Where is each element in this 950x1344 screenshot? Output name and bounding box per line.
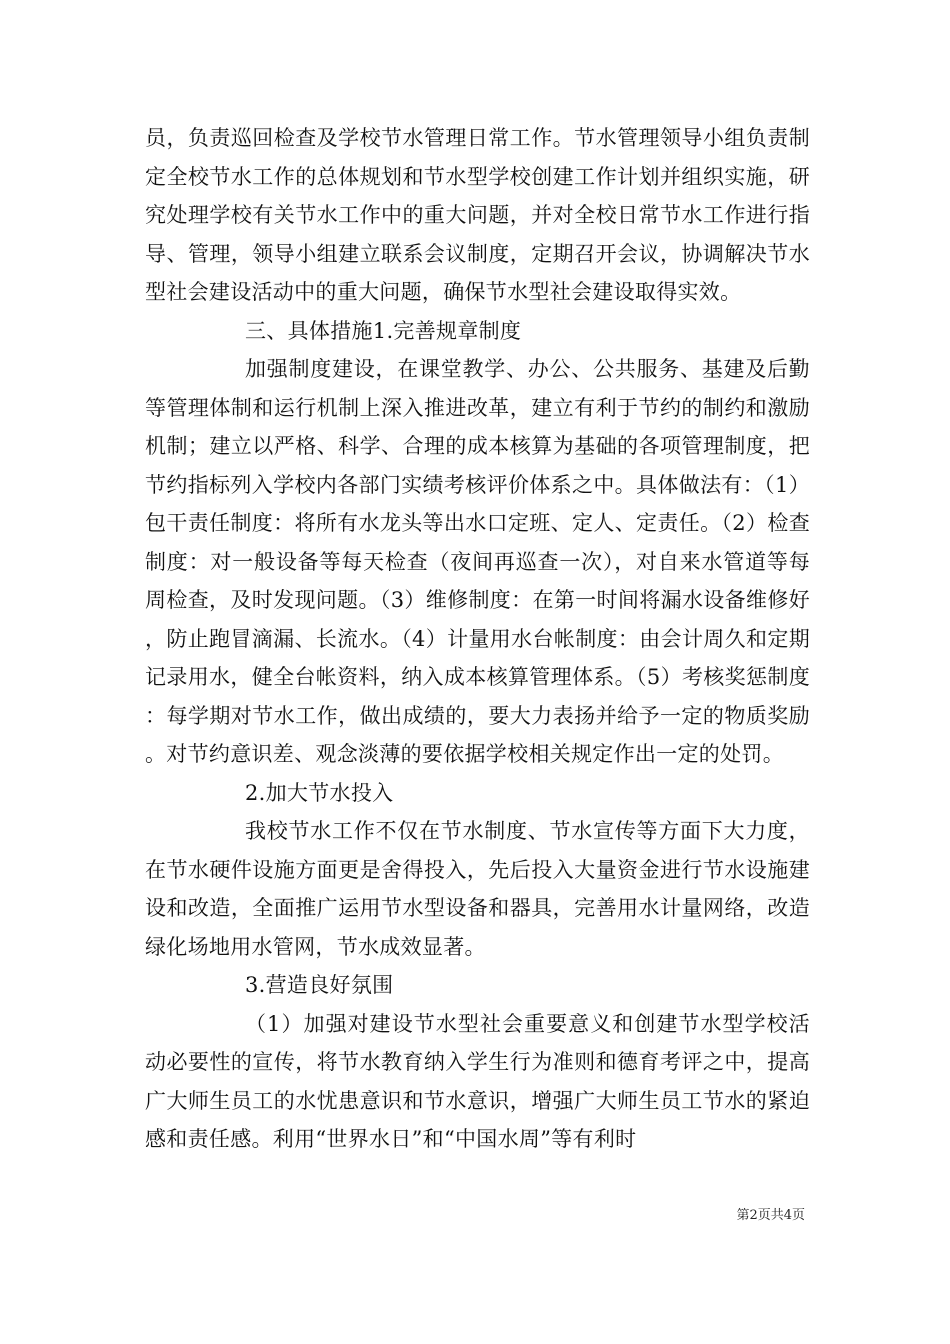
subheading-atmosphere: 3.营造良好氛围 [245,973,394,997]
paragraph-investment: 我校节水工作不仅在节水制度、节水宣传等方面下大力度，在节水硬件设施方面更是舍得投入，先后投入大量资金进行节水设施建设和改造，全面推广运用节水型设备和器具，完善用水计量网络，改造绿化场地用水管网，节水成效显著。 [145,819,810,959]
subheading-investment: 2.加大节水投入 [245,780,394,805]
section-heading-measures: 三、具体措施1.完善规章制度 [245,318,522,343]
paragraph-continuation: 员，负责巡回检查及学校节水管理日常工作。节水管理领导小组负责制定全校节水工作的总体规划和节水型学校创建工作计划并组织实施，研究处理学校有关节水工作中的重大问题，并对全校日常节水工作进行指导、管理，领导小组建立联系会议制度，定期召开会议，协调解决节水型社会建设活动中的重大问题，确保节水型社会建设取得实效。 [145,126,810,304]
paragraph-regulations: 加强制度建设，在课堂教学、办公、公共服务、基建及后勤等管理体制和运行机制上深入推进改革，建立有利于节约的制约和激励机制；建立以严格、科学、合理的成本核算为基础的各项管理制度，把节约指标列入学校内各部门实绩考核评价体系之中。具体做法有：（1）包干责任制度：将所有水龙头等出水口定班、定人、定责任。（2）检查制度：对一般设备等每天检查（夜间再巡查一次），对自来水管道等每周检查，及时发现问题。（3）维修制度：在第一时间将漏水设备维修好，防止跑冒滴漏、长流水。（4）计量用水台帐制度：由会计周久和定期记录用水，健全台帐资料，纳入成本核算管理体系。（5）考核奖惩制度：每学期对节水工作，做出成绩的，要大力表扬并给予一定的物质奖励。对节约意识差、观念淡薄的要依据学校相关规定作出一定的处罚。 [145,357,810,766]
paragraph-atmosphere: （1）加强对建设节水型社会重要意义和创建节水型学校活动必要性的宣传，将节水教育纳入学生行为准则和德育考评之中，提高广大师生员工的水忧患意识和节水意识，增强广大师生员工节水的紧迫感和责任感。利用“世界水日”和“中国水周”等有利时 [145,1011,810,1151]
page-number-footer: 第2页共4页 [736,1208,805,1223]
document-body [145,119,810,1159]
